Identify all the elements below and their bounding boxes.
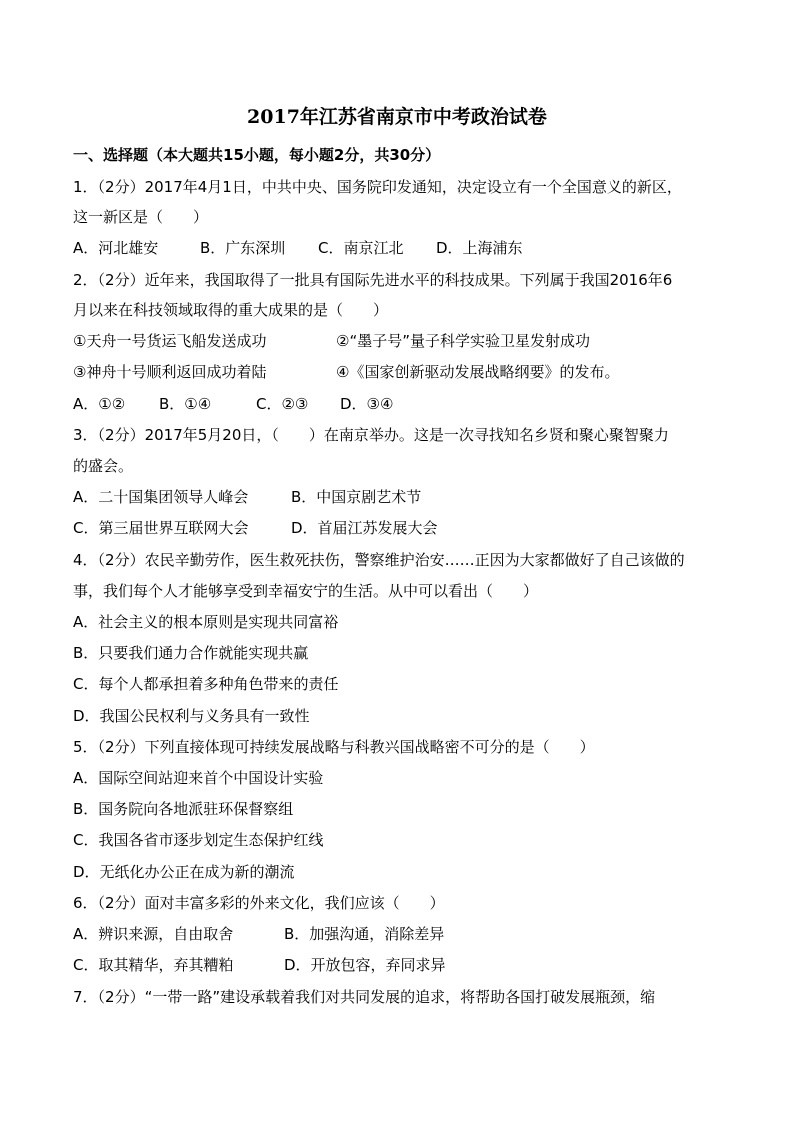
option-c: C．取其精华，弃其糟粕 [73, 956, 234, 974]
option-c: C．②③ [256, 395, 309, 413]
question-2-text-cont: 月以来在科技领域取得的重大成果的是（ ） [73, 301, 389, 319]
option-b: B．国务院向各地派驻环保督察组 [73, 800, 294, 818]
question-7-text: 7．（2分）“一带一路”建设承载着我们对共同发展的追求，将帮助各国打破发展瓶颈，缩 [73, 988, 656, 1006]
option-a: A．国际空间站迎来首个中国设计实验 [73, 769, 324, 787]
option-a: A．社会主义的根本原则是实现共同富裕 [73, 613, 339, 631]
question-3-text-cont: 的盛会。 [73, 457, 134, 475]
option-d: D．我国公民权利与义务具有一致性 [73, 707, 310, 725]
option-a: A．①② [73, 395, 126, 413]
document-title: 2017年江苏省南京市中考政治试卷 [247, 106, 547, 128]
option-c: C．第三届世界互联网大会 [73, 519, 249, 537]
question-2-options [73, 394, 393, 414]
option-d: D．开放包容，弃同求异 [284, 956, 446, 974]
question-2-item-1: ①天舟一号货运飞船发送成功 [73, 332, 267, 350]
question-2-item-4: ④《国家创新驱动发展战略纲要》的发布。 [336, 363, 620, 381]
option-d: D．首届江苏发展大会 [291, 519, 438, 537]
option-b: B．只要我们通力合作就能实现共赢 [73, 644, 309, 662]
option-c: C．南京江北 [318, 239, 404, 257]
question-6-options-row-1 [73, 924, 444, 944]
question-1-text-cont: 这一新区是（ ） [73, 208, 209, 226]
option-d: D．无纸化办公正在成为新的潮流 [73, 863, 295, 881]
question-1-text: 1．（2分）2017年4月1日，中共中央、国务院印发通知，决定设立有一个全国意义的新区， [73, 178, 682, 196]
question-2-item-2: ②“墨子号”量子科学实验卫星发射成功 [336, 332, 590, 350]
option-b: B．加强沟通，消除差异 [284, 925, 445, 943]
option-a: A．河北雄安 [73, 239, 159, 257]
question-1-options [73, 238, 523, 258]
option-c: C．我国各省市逐步划定生态保护红线 [73, 831, 324, 849]
option-b: B．①④ [159, 395, 212, 413]
question-4-text-cont: 事，我们每个人才能够享受到幸福安宁的生活。从中可以看出（ ） [73, 582, 539, 600]
option-d: D．③④ [340, 395, 394, 413]
option-b: B．广东深圳 [200, 239, 286, 257]
option-b: B．中国京剧艺术节 [291, 488, 422, 506]
section-heading: 一、选择题（本大题共15小题，每小题2分，共30分） [73, 146, 441, 164]
question-2-text: 2．（2分）近年来，我国取得了一批具有国际先进水平的科技成果。下列属于我国2016年6 [73, 271, 673, 289]
question-3-options-row-1 [73, 487, 421, 507]
option-a: A．二十国集团领导人峰会 [73, 488, 249, 506]
question-6-text: 6．（2分）面对丰富多彩的外来文化，我们应该（ ） [73, 894, 445, 912]
question-6-options-row-2 [73, 955, 446, 975]
question-4-text: 4．（2分）农民辛勤劳作，医生救死扶伤，警察维护治安……正因为大家都做好了自己该做的 [73, 551, 685, 569]
option-d: D．上海浦东 [436, 239, 523, 257]
option-c: C．每个人都承担着多种角色带来的责任 [73, 675, 339, 693]
question-3-text: 3．（2分）2017年5月20日，（ ）在南京举办。这是一次寻找知名乡贤和聚心聚智聚力 [73, 426, 669, 444]
question-3-options-row-2 [73, 518, 438, 538]
question-5-text: 5．（2分）下列直接体现可持续发展战略与科教兴国战略密不可分的是（ ） [73, 738, 595, 756]
option-a: A．辨识来源，自由取舍 [73, 925, 234, 943]
question-2-item-3: ③神舟十号顺利返回成功着陆 [73, 363, 267, 381]
